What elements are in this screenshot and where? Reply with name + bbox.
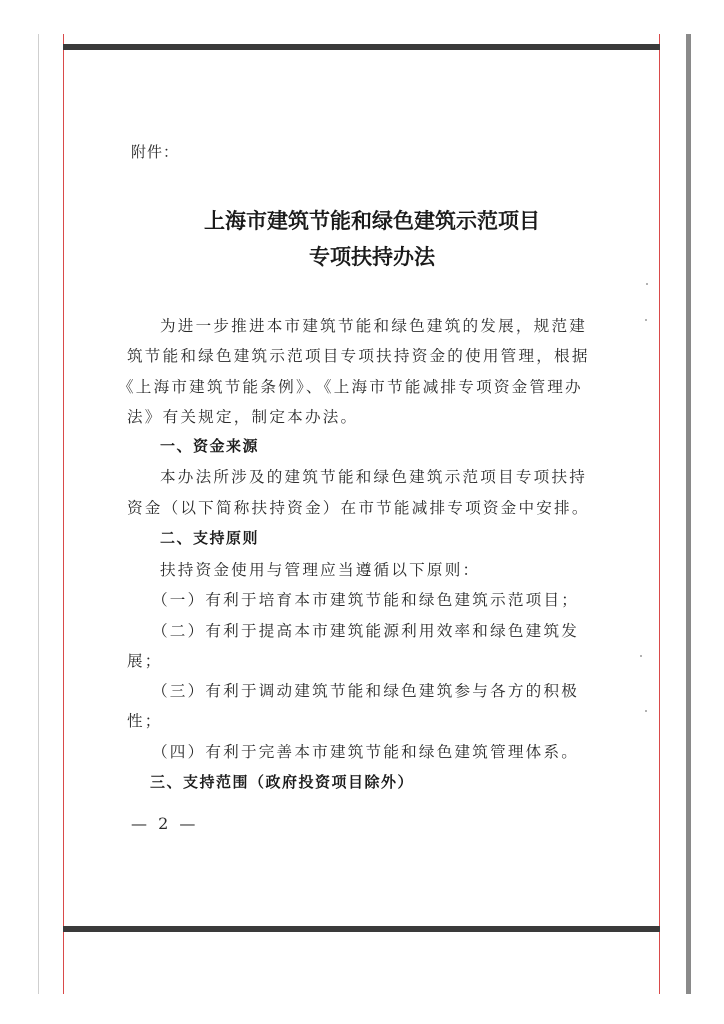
intro-line-4: 法》有关规定，制定本办法。 bbox=[127, 408, 359, 426]
principle-2-line-1: （二）有利于提高本市建筑能源利用效率和绿色建筑发 bbox=[152, 622, 580, 640]
right-red-border bbox=[659, 34, 660, 994]
scan-speck bbox=[646, 283, 648, 285]
left-red-border bbox=[63, 34, 64, 994]
section-2-heading: 二、支持原则 bbox=[160, 529, 260, 547]
principle-4: （四）有利于完善本市建筑节能和绿色建筑管理体系。 bbox=[152, 743, 580, 761]
section-3-heading: 三、支持范围（政府投资项目除外） bbox=[150, 773, 415, 791]
scan-speck bbox=[640, 655, 642, 657]
principle-3-line-2: 性； bbox=[127, 712, 163, 730]
left-margin-rule bbox=[38, 34, 39, 994]
principle-2-line-2: 展； bbox=[127, 652, 163, 670]
intro-line-1: 为进一步推进本市建筑节能和绿色建筑的发展，规范建 bbox=[160, 317, 588, 335]
document-title-line-1: 上海市建筑节能和绿色建筑示范项目 bbox=[204, 209, 540, 233]
section-1-line-2: 资金（以下简称扶持资金）在市节能减排专项资金中安排。 bbox=[127, 499, 590, 517]
intro-line-3: 《上海市建筑节能条例》、《上海市节能减排专项资金管理办 bbox=[118, 378, 583, 396]
bottom-footer-bar bbox=[63, 926, 660, 932]
scan-speck bbox=[645, 710, 647, 712]
section-1-heading: 一、资金来源 bbox=[160, 437, 260, 455]
principle-3-line-1: （三）有利于调动建筑节能和绿色建筑参与各方的积极 bbox=[152, 682, 580, 700]
attachment-label: 附件： bbox=[131, 143, 180, 161]
section-1-line-1: 本办法所涉及的建筑节能和绿色建筑示范项目专项扶持 bbox=[160, 468, 588, 486]
document-title-line-2: 专项扶持办法 bbox=[309, 245, 435, 269]
top-header-bar bbox=[63, 44, 660, 50]
section-2-intro: 扶持资金使用与管理应当遵循以下原则： bbox=[160, 561, 481, 579]
right-page-edge bbox=[686, 34, 691, 994]
page-number: — 2 — bbox=[131, 814, 199, 833]
scan-speck bbox=[645, 319, 647, 321]
intro-line-2: 筑节能和绿色建筑示范项目专项扶持资金的使用管理，根据 bbox=[127, 347, 590, 365]
principle-1: （一）有利于培育本市建筑节能和绿色建筑示范项目； bbox=[152, 591, 580, 609]
